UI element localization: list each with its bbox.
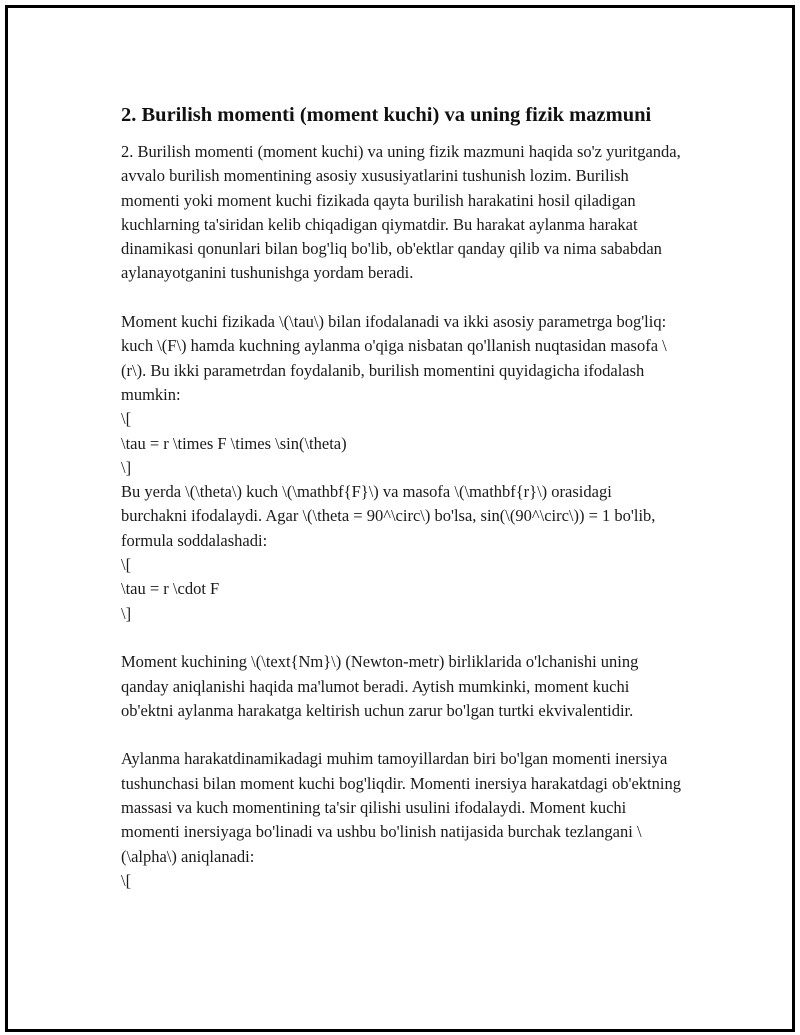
equation-close: \]	[121, 603, 132, 623]
equation-close: \]	[121, 457, 132, 477]
paragraph-angle: Bu yerda \(\theta\) kuch \(\mathbf{F}\) va masofa \(\mathbf{r}\) orasidagi burchakni ifodalaydi. Agar \(\theta = 90^\circ\) bo'lsa, sin(\(90^\circ\)) = 1 bo'lib, formula soddalashadi:	[121, 482, 656, 550]
paragraph-inertia: Aylanma harakatdinamikadagi muhim tamoyillardan biri bo'lgan momenti inersiya tushunchasi bilan moment kuchi bog'liqdir. Momenti inersiya harakatdagi ob'ektning massasi va kuch momentining ta'sir qilishi usulini ifodalaydi. Moment kuchi momenti inersiyaga bo'linadi va ushbu bo'linish natijasida burchak tezlangani \(\alpha\) aniqlanadi:	[121, 749, 681, 866]
paragraph-intro: 2. Burilish momenti (moment kuchi) va uning fizik mazmuni haqida so'z yuritganda, avvalo burilish momentining asosiy xususiyatlarini tushunish lozim. Burilish momenti yoki moment kuchi fizikada qayta burilish harakatini hosil qiladigan kuchlarning ta'siridan kelib chiqadigan qiymatdir. Bu harakat aylanma harakat dinamikasi qonunlari bilan bog'liq bo'lib, ob'ektlar qanday qilib va nima sababdan aylanayotganini tushunishga yordam beradi.	[121, 142, 681, 283]
paragraph-units: Moment kuchining \(\text{Nm}\) (Newton-metr) birliklarida o'lchanishi uning qanday aniqlanishi haqida ma'lumot beradi. Aytish mumkinki, moment kuchi ob'ektni aylanma harakatga keltirish uchun zarur bo'lgan turtki ekvivalentidir.	[121, 652, 639, 720]
paragraph-definition: Moment kuchi fizikada \(\tau\) bilan ifodalanadi va ikki asosiy parametrga bog'liq: kuch \(F\) hamda kuchning aylanma o'qiga nisbatan qo'llanish nuqtasidan masofa \(r\). Bu ikki parametrdan foydalanib, burilish momentini quyidagicha ifodalash mumkin:	[121, 312, 667, 404]
equation-torque-simple: \tau = r \cdot F	[121, 579, 220, 599]
equation-open: \[	[121, 555, 132, 575]
paragraph-gap	[121, 286, 681, 310]
paragraph-gap	[121, 723, 681, 747]
equation-open: \[	[121, 870, 132, 890]
equation-open: \[	[121, 409, 132, 429]
equation-torque-full: \tau = r \times F \times \sin(\theta)	[121, 433, 347, 453]
document-body	[121, 100, 681, 893]
page-frame	[5, 5, 795, 1032]
paragraph-gap	[121, 626, 681, 650]
section-heading: 2. Burilish momenti (moment kuchi) va uning fizik mazmuni	[121, 104, 652, 126]
